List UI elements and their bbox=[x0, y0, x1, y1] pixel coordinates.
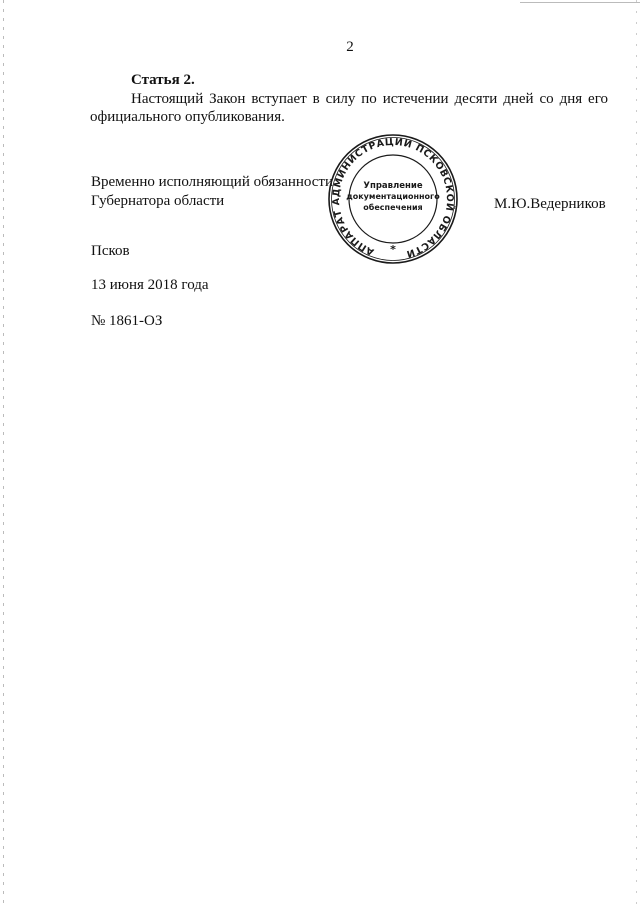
place-of-signing: Псков bbox=[91, 243, 130, 259]
scan-edge-right bbox=[636, 0, 637, 905]
law-number: № 1861-ОЗ bbox=[91, 313, 163, 329]
official-seal bbox=[326, 132, 460, 266]
scan-edge-left bbox=[3, 0, 4, 905]
signing-date: 13 июня 2018 года bbox=[91, 277, 209, 293]
signer-position-line1: Временно исполняющий обязанности bbox=[91, 174, 334, 190]
seal-star-icon: * bbox=[390, 243, 396, 256]
seal-ring-textpath: АППАРАТ АДМИНИСТРАЦИИ ПСКОВСКОЙ ОБЛАСТИ bbox=[330, 136, 456, 260]
scan-edge-top bbox=[520, 2, 640, 3]
seal-center-line3: обеспечения bbox=[363, 203, 423, 212]
article-heading: Статья 2. bbox=[131, 72, 195, 88]
seal-center-line2: документационного bbox=[346, 192, 440, 201]
signer-name: М.Ю.Ведерников bbox=[494, 196, 606, 212]
page-number: 2 bbox=[346, 39, 354, 55]
seal-center-line1: Управление bbox=[363, 181, 423, 191]
signer-position-line2: Губернатора области bbox=[91, 193, 225, 209]
article-text: Настоящий Закон вступает в силу по истечении десяти дней со дня его официального опубликования. bbox=[90, 91, 608, 125]
